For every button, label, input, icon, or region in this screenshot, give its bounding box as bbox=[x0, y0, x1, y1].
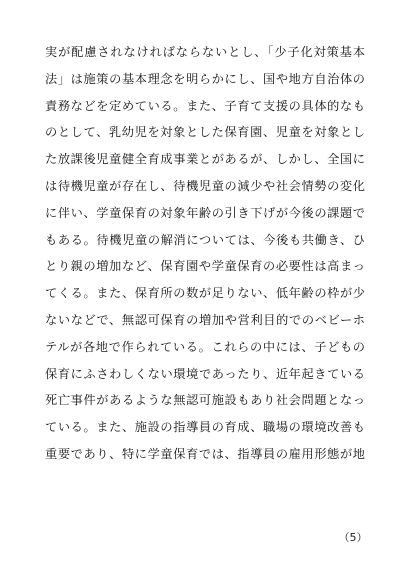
text-line-9: とり親の増加など、保育園や学童保育の必要性は高まっ bbox=[45, 259, 365, 274]
text-line-4: のとして、乳幼児を対象とした保育園、児童を対象とし bbox=[45, 125, 365, 140]
text-line-10: てくる。また、保育所の数が足りない、低年齢の枠が少 bbox=[45, 286, 365, 301]
body-text bbox=[45, 39, 365, 468]
text-line-13: 保育にふさわしくない環境であったり、近年起きている bbox=[45, 366, 365, 381]
text-line-7: に伴い、学童保育の対象年齢の引き下げが今後の課題で bbox=[45, 205, 365, 220]
text-line-14: 死亡事件があるような無認可施設もあり社会問題となっ bbox=[45, 393, 365, 408]
text-line-2: 法」は施策の基本理念を明らかにし、国や地方自治体の bbox=[45, 71, 365, 86]
text-line-11: ないなどで、無認可保育の増加や営利目的でのベビーホ bbox=[45, 312, 365, 327]
text-line-5: た放課後児童健全育成事業とがあるが、しかし、全国に bbox=[45, 152, 365, 167]
text-line-12: テルが各地で作られている。これらの中には、子どもの bbox=[45, 339, 365, 354]
text-line-3: 責務などを定めている。また、子育て支援の具体的なも bbox=[45, 98, 365, 113]
page-number: （5） bbox=[338, 531, 368, 544]
text-line-8: もある。待機児童の解消については、今後も共働き、ひ bbox=[45, 232, 365, 247]
text-line-6: は待機児童が存在し、待機児童の減少や社会情勢の変化 bbox=[45, 178, 365, 193]
text-line-1: 実が配慮されなければならないとし、「少子化対策基本 bbox=[45, 45, 365, 59]
text-line-16: 重要であり、特に学童保育では、指導員の雇用形態が地 bbox=[45, 446, 365, 461]
text-line-15: ている。また、施設の指導員の育成、職場の環境改善も bbox=[45, 420, 365, 435]
